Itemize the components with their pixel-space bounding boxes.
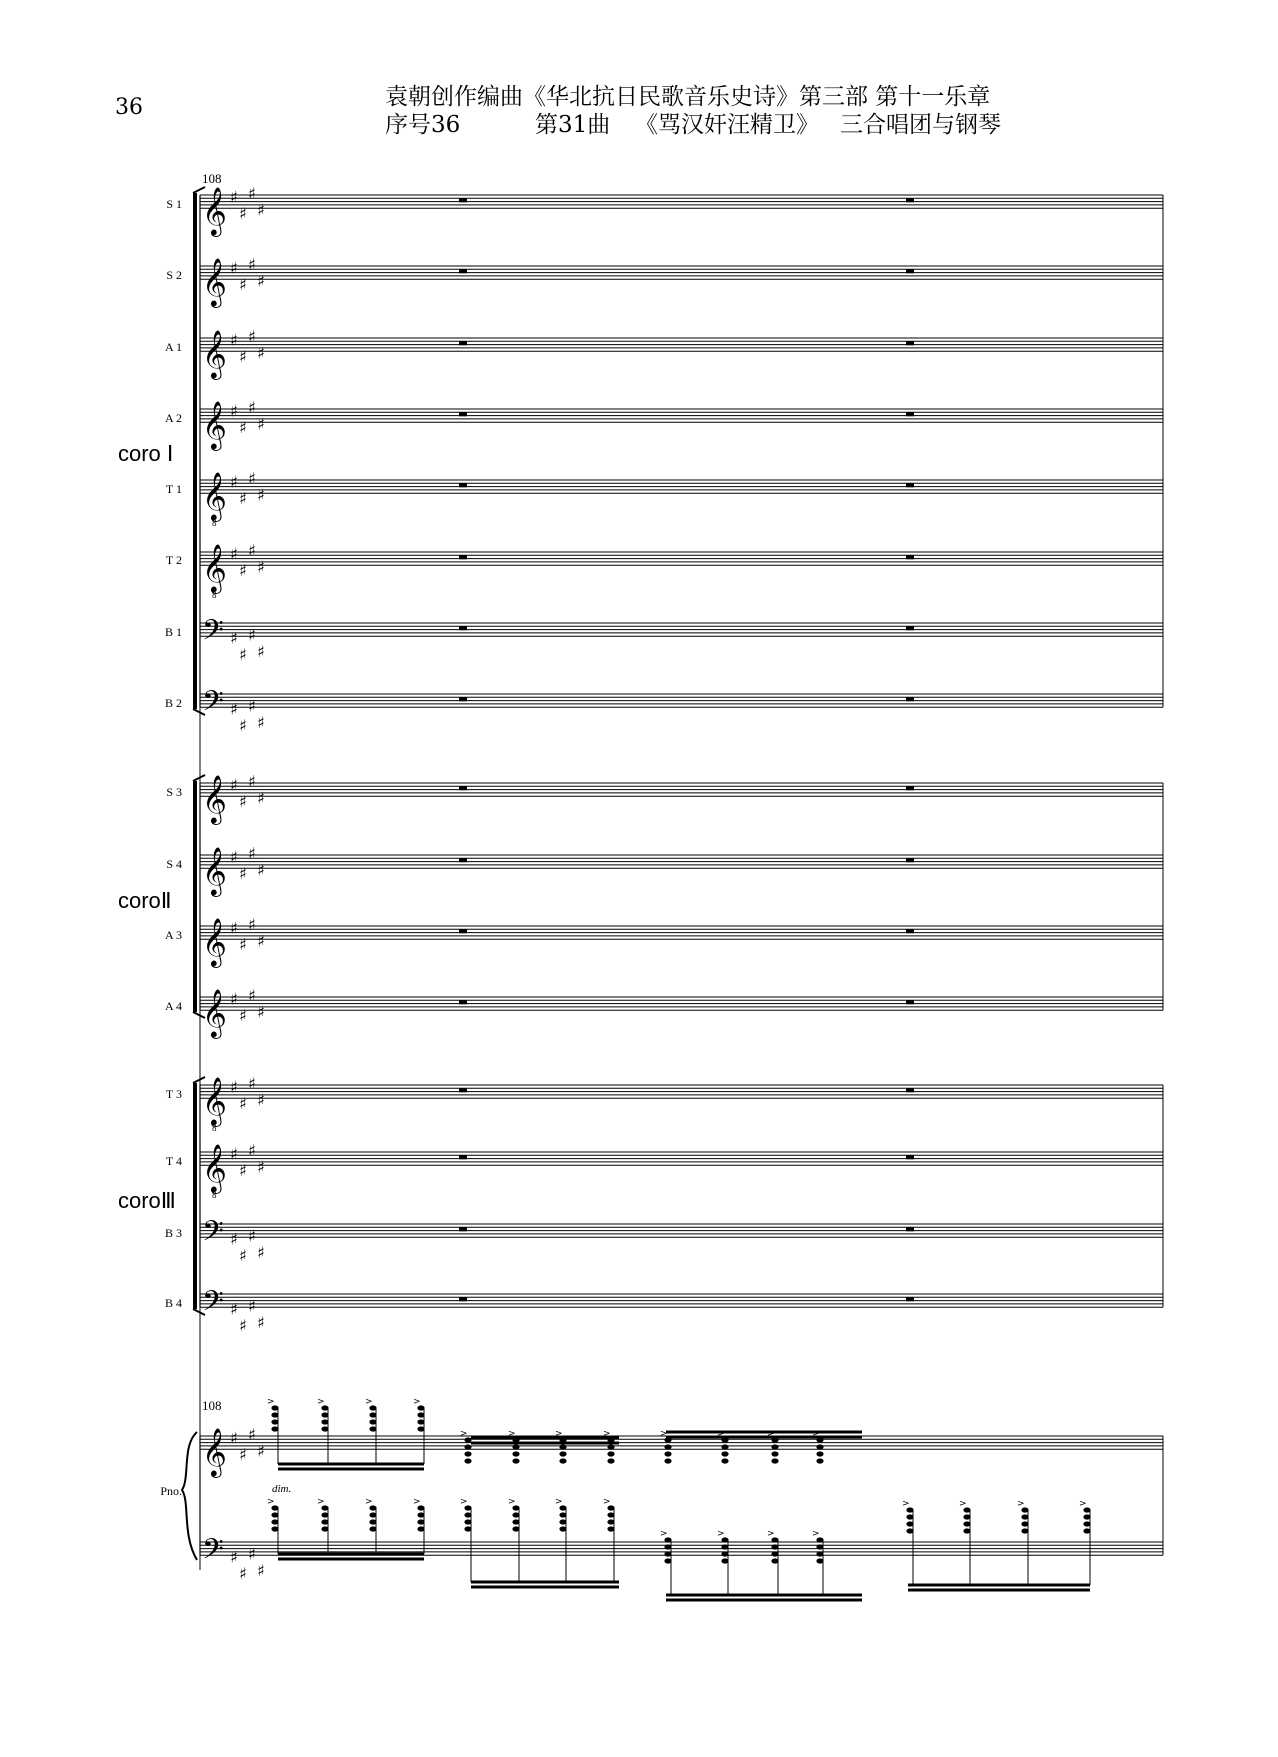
accent-mark: > <box>508 1429 516 1439</box>
sharp-accidental-icon: ♯ <box>248 844 256 864</box>
sharp-accidental-icon: ♯ <box>248 1074 256 1094</box>
sharp-accidental-icon: ♯ <box>257 1242 265 1262</box>
sharp-accidental-icon: ♯ <box>230 330 238 350</box>
piano-chord-treble <box>559 1458 566 1463</box>
bass-clef-icon: 𝄢 <box>202 685 224 725</box>
accent-mark: > <box>365 1497 373 1507</box>
sharp-accidental-icon: ♯ <box>230 544 238 564</box>
sharp-accidental-icon: ♯ <box>248 1425 256 1445</box>
group-bracket <box>193 1083 197 1309</box>
sharp-accidental-icon: ♯ <box>248 1544 256 1564</box>
staff-label-s2: S 2 <box>166 268 182 282</box>
whole-rest-icon <box>459 1155 467 1159</box>
accent-mark: > <box>767 1529 775 1539</box>
piano-chord-treble <box>559 1451 566 1456</box>
sharp-accidental-icon: ♯ <box>239 1093 247 1113</box>
whole-rest-icon <box>906 1297 914 1301</box>
sharp-accidental-icon: ♯ <box>239 645 247 665</box>
piano-chord-treble <box>771 1451 778 1456</box>
whole-rest-icon <box>906 269 914 273</box>
sharp-accidental-icon: ♯ <box>239 417 247 437</box>
sharp-accidental-icon: ♯ <box>248 696 256 716</box>
accent-mark: > <box>812 1429 820 1439</box>
whole-rest-icon <box>906 1088 914 1092</box>
treble-clef-icon: 𝄞 <box>202 774 227 823</box>
piano-chord-treble <box>664 1444 671 1449</box>
whole-rest-icon <box>459 1088 467 1092</box>
sharp-accidental-icon: ♯ <box>230 989 238 1009</box>
sharp-accidental-icon: ♯ <box>239 1160 247 1180</box>
accent-mark: > <box>365 1397 373 1407</box>
whole-rest-icon <box>906 697 914 701</box>
whole-rest-icon <box>459 626 467 630</box>
sharp-accidental-icon: ♯ <box>239 863 247 883</box>
sharp-accidental-icon: ♯ <box>230 775 238 795</box>
sharp-accidental-icon: ♯ <box>248 327 256 347</box>
accent-mark: > <box>1017 1499 1025 1509</box>
bass-clef-icon: 𝄢 <box>202 1215 224 1255</box>
accent-mark: > <box>660 1529 668 1539</box>
accent-mark: > <box>660 1429 668 1439</box>
whole-rest-icon <box>459 1000 467 1004</box>
staff-label-t4: T 4 <box>165 1154 182 1168</box>
staff-label-s4: S 4 <box>166 857 182 871</box>
whole-rest-icon <box>906 858 914 862</box>
group-bracket <box>193 781 197 1012</box>
accent-mark: > <box>603 1497 611 1507</box>
whole-rest-icon <box>459 483 467 487</box>
accent-mark: > <box>717 1529 725 1539</box>
bass-clef-icon: 𝄢 <box>202 614 224 654</box>
accent-mark: > <box>959 1499 967 1509</box>
sharp-accidental-icon: ♯ <box>239 791 247 811</box>
sharp-accidental-icon: ♯ <box>257 485 265 505</box>
whole-rest-icon <box>906 1000 914 1004</box>
sharp-accidental-icon: ♯ <box>248 915 256 935</box>
treble-clef-icon: 𝄞 <box>202 1076 227 1125</box>
whole-rest-icon <box>459 412 467 416</box>
octave-8-mark: 8 <box>212 590 217 600</box>
staff-label-t2: T 2 <box>165 553 182 567</box>
sharp-accidental-icon: ♯ <box>248 469 256 489</box>
sharp-accidental-icon: ♯ <box>230 401 238 421</box>
accent-mark: > <box>267 1397 275 1407</box>
whole-rest-icon <box>459 929 467 933</box>
accent-mark: > <box>717 1429 725 1439</box>
whole-rest-icon <box>906 198 914 202</box>
sharp-accidental-icon: ♯ <box>257 860 265 880</box>
accent-mark: > <box>508 1497 516 1507</box>
sharp-accidental-icon: ♯ <box>239 274 247 294</box>
staff-label-t3: T 3 <box>165 1087 182 1101</box>
choir-group-2: coroⅡ <box>118 888 172 913</box>
whole-rest-icon <box>906 1155 914 1159</box>
piano-chord-treble <box>721 1444 728 1449</box>
accent-mark: > <box>413 1397 421 1407</box>
sharp-accidental-icon: ♯ <box>230 1077 238 1097</box>
piano-chord-treble <box>512 1451 519 1456</box>
sharp-accidental-icon: ♯ <box>230 472 238 492</box>
sharp-accidental-icon: ♯ <box>257 200 265 220</box>
bass-clef-icon: 𝄢 <box>202 1533 224 1573</box>
octave-8-mark: 8 <box>212 1190 217 1200</box>
sharp-accidental-icon: ♯ <box>257 1157 265 1177</box>
piano-chord-treble <box>512 1458 519 1463</box>
sharp-accidental-icon: ♯ <box>239 716 247 736</box>
sharp-accidental-icon: ♯ <box>257 343 265 363</box>
piano-chord-treble <box>607 1444 614 1449</box>
page-number: 36 <box>115 95 143 120</box>
piano-chord-treble <box>607 1451 614 1456</box>
whole-rest-icon <box>906 341 914 345</box>
sharp-accidental-icon: ♯ <box>257 271 265 291</box>
sharp-accidental-icon: ♯ <box>230 187 238 207</box>
piano-chord-treble <box>664 1458 671 1463</box>
accent-mark: > <box>767 1429 775 1439</box>
piano-chord-treble <box>559 1444 566 1449</box>
whole-rest-icon <box>459 858 467 862</box>
sharp-accidental-icon: ♯ <box>230 1547 238 1567</box>
piano-chord-treble <box>816 1458 823 1463</box>
sharp-accidental-icon: ♯ <box>230 628 238 648</box>
sharp-accidental-icon: ♯ <box>230 699 238 719</box>
sharp-accidental-icon: ♯ <box>230 1229 238 1249</box>
group-bracket <box>193 193 197 709</box>
accent-mark: > <box>603 1429 611 1439</box>
treble-clef-icon: 𝄞 <box>202 917 227 966</box>
header-piece: 第31曲 <box>535 112 611 138</box>
whole-rest-icon <box>906 626 914 630</box>
octave-8-mark: 8 <box>212 1123 217 1133</box>
sharp-accidental-icon: ♯ <box>239 1444 247 1464</box>
sharp-accidental-icon: ♯ <box>257 1090 265 1110</box>
measure-number: 108 <box>202 171 222 186</box>
whole-rest-icon <box>906 555 914 559</box>
sharp-accidental-icon: ♯ <box>239 1246 247 1266</box>
piano-chord-treble <box>771 1458 778 1463</box>
accent-mark: > <box>460 1497 468 1507</box>
staff-label-piano: Pno. <box>160 1484 182 1498</box>
treble-clef-icon: 𝄞 <box>202 471 227 520</box>
sharp-accidental-icon: ♯ <box>239 1564 247 1584</box>
accent-mark: > <box>555 1429 563 1439</box>
whole-rest-icon <box>906 786 914 790</box>
treble-clef-icon: 𝄞 <box>202 186 227 235</box>
sharp-accidental-icon: ♯ <box>248 986 256 1006</box>
staff-label-s3: S 3 <box>166 785 182 799</box>
sharp-accidental-icon: ♯ <box>257 931 265 951</box>
sharp-accidental-icon: ♯ <box>248 184 256 204</box>
piano-chord-treble <box>464 1458 471 1463</box>
whole-rest-icon <box>459 198 467 202</box>
accent-mark: > <box>812 1529 820 1539</box>
piano-chord-treble <box>816 1451 823 1456</box>
sharp-accidental-icon: ♯ <box>248 398 256 418</box>
sharp-accidental-icon: ♯ <box>248 772 256 792</box>
sharp-accidental-icon: ♯ <box>239 1005 247 1025</box>
treble-clef-icon: 𝄞 <box>202 543 227 592</box>
sharp-accidental-icon: ♯ <box>248 541 256 561</box>
whole-rest-icon <box>906 483 914 487</box>
staff-label-s1: S 1 <box>166 197 182 211</box>
whole-rest-icon <box>906 929 914 933</box>
sharp-accidental-icon: ♯ <box>239 934 247 954</box>
sharp-accidental-icon: ♯ <box>248 625 256 645</box>
dynamic-dim: dim. <box>272 1483 292 1495</box>
sharp-accidental-icon: ♯ <box>257 1002 265 1022</box>
whole-rest-icon <box>459 1297 467 1301</box>
staff-label-b2: B 2 <box>164 696 182 710</box>
piano-chord-treble <box>607 1458 614 1463</box>
sharp-accidental-icon: ♯ <box>257 1312 265 1332</box>
piano-chord-treble <box>512 1444 519 1449</box>
sharp-accidental-icon: ♯ <box>257 641 265 661</box>
choir-group-3: coroⅢ <box>118 1188 176 1213</box>
accent-mark: > <box>1079 1499 1087 1509</box>
sharp-accidental-icon: ♯ <box>248 1296 256 1316</box>
sharp-accidental-icon: ♯ <box>239 560 247 580</box>
header-line-1: 袁朝创作编曲《华北抗日民歌音乐史诗》第三部 第十一乐章 <box>385 84 991 110</box>
sharp-accidental-icon: ♯ <box>230 847 238 867</box>
accent-mark: > <box>317 1397 325 1407</box>
sharp-accidental-icon: ♯ <box>248 1226 256 1246</box>
treble-clef-icon: 𝄞 <box>202 988 227 1037</box>
bass-clef-icon: 𝄢 <box>202 1285 224 1325</box>
sharp-accidental-icon: ♯ <box>230 1299 238 1319</box>
whole-rest-icon <box>459 1227 467 1231</box>
accent-mark: > <box>317 1497 325 1507</box>
sharp-accidental-icon: ♯ <box>239 203 247 223</box>
staff-label-b1: B 1 <box>164 625 182 639</box>
sharp-accidental-icon: ♯ <box>257 1441 265 1461</box>
piano-chord-treble <box>771 1444 778 1449</box>
whole-rest-icon <box>459 555 467 559</box>
sharp-accidental-icon: ♯ <box>248 1141 256 1161</box>
accent-mark: > <box>413 1497 421 1507</box>
treble-clef-icon: 𝄞 <box>202 1427 227 1476</box>
piano-chord-treble <box>664 1451 671 1456</box>
sharp-accidental-icon: ♯ <box>257 557 265 577</box>
staff-label-a2: A 2 <box>164 411 182 425</box>
octave-8-mark: 8 <box>212 518 217 528</box>
piano-chord-treble <box>464 1451 471 1456</box>
sharp-accidental-icon: ♯ <box>239 346 247 366</box>
sharp-accidental-icon: ♯ <box>230 918 238 938</box>
sharp-accidental-icon: ♯ <box>230 1428 238 1448</box>
staff-label-a3: A 3 <box>164 928 182 942</box>
piano-chord-treble <box>721 1458 728 1463</box>
sharp-accidental-icon: ♯ <box>239 488 247 508</box>
accent-mark: > <box>460 1429 468 1439</box>
sharp-accidental-icon: ♯ <box>239 1316 247 1336</box>
treble-clef-icon: 𝄞 <box>202 400 227 449</box>
piano-chord-treble <box>464 1444 471 1449</box>
sharp-accidental-icon: ♯ <box>257 788 265 808</box>
piano-brace-icon <box>182 1432 197 1560</box>
whole-rest-icon <box>459 341 467 345</box>
header-serial: 序号36 <box>385 112 461 138</box>
choir-group-1: coro Ⅰ <box>118 441 174 466</box>
treble-clef-icon: 𝄞 <box>202 1143 227 1192</box>
whole-rest-icon <box>459 269 467 273</box>
sharp-accidental-icon: ♯ <box>230 1144 238 1164</box>
accent-mark: > <box>902 1499 910 1509</box>
whole-rest-icon <box>906 412 914 416</box>
staff-label-b4: B 4 <box>164 1296 182 1310</box>
header-title: 《骂汉奸汪精卫》 <box>635 112 819 138</box>
piano-measure-number: 108 <box>202 1398 222 1413</box>
treble-clef-icon: 𝄞 <box>202 257 227 306</box>
whole-rest-icon <box>906 1227 914 1231</box>
accent-mark: > <box>267 1497 275 1507</box>
sharp-accidental-icon: ♯ <box>248 255 256 275</box>
sharp-accidental-icon: ♯ <box>230 258 238 278</box>
staff-label-a1: A 1 <box>164 340 182 354</box>
treble-clef-icon: 𝄞 <box>202 329 227 378</box>
piano-chord-treble <box>721 1451 728 1456</box>
whole-rest-icon <box>459 786 467 790</box>
piano-chord-treble <box>816 1444 823 1449</box>
header-ensemble: 三合唱团与钢琴 <box>840 112 1001 138</box>
staff-label-t1: T 1 <box>165 482 182 496</box>
sharp-accidental-icon: ♯ <box>257 1560 265 1580</box>
accent-mark: > <box>555 1497 563 1507</box>
treble-clef-icon: 𝄞 <box>202 846 227 895</box>
staff-label-b3: B 3 <box>164 1226 182 1240</box>
whole-rest-icon <box>459 697 467 701</box>
staff-label-a4: A 4 <box>164 999 182 1013</box>
sharp-accidental-icon: ♯ <box>257 712 265 732</box>
sharp-accidental-icon: ♯ <box>257 414 265 434</box>
